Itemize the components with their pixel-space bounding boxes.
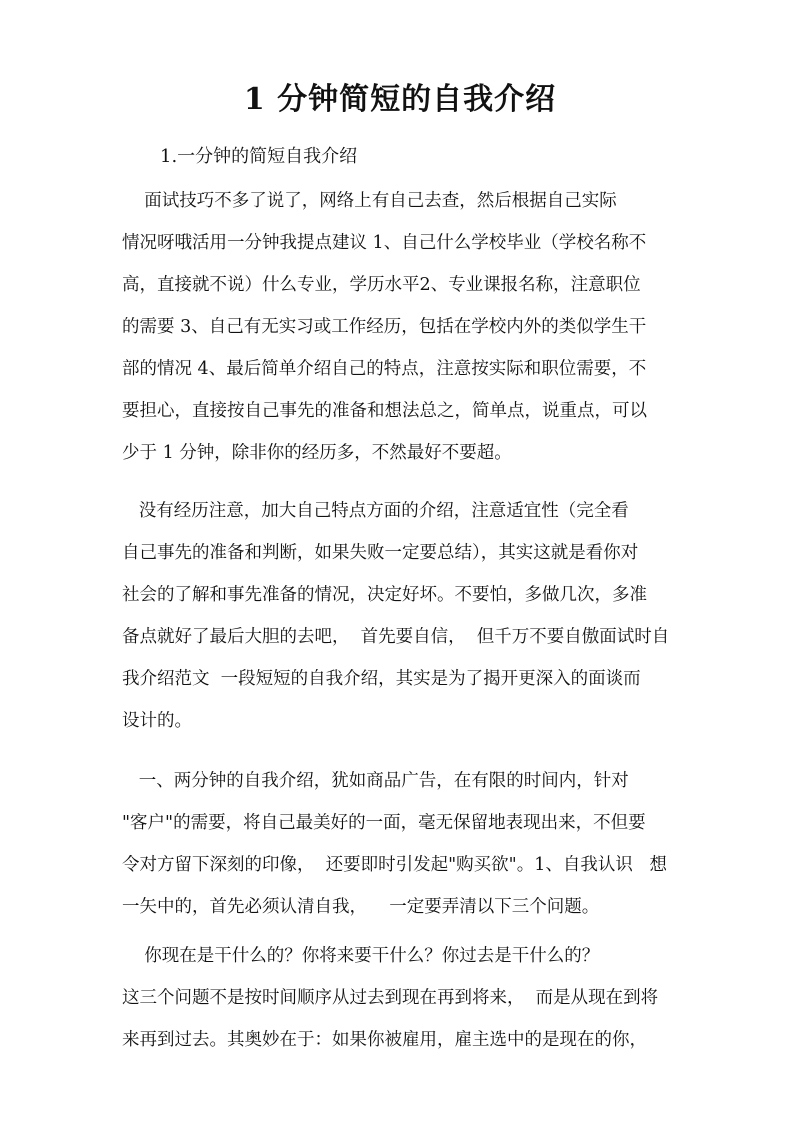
paragraph-4: 你现在是干什么的？你将来要干什么？你过去是干什么的？ 这三个问题不是按时间顺序从过去到现在再到将来， 而是从现在到将 来再到过去。其奥妙在于：如果你被雇用，雇主选中的是现在的你， (122, 946, 659, 1050)
section-heading: 1.一分钟的简短自我介绍 (160, 146, 358, 167)
paragraph-1: 面试技巧不多了说了，网络上有自己去查，然后根据自己实际 情况呀哦活用一分钟我提点建议 1、自己什么学校毕业（学校名称不 高，直接就不说）什么专业，学历水平2、专业课报名称，注意职位 的需要 3、自己有无实习或工作经历，包括在学校内外的类似学生干 部的情况 4、最后简单介绍自己的特点，注意按实际和职位需要，不 要担心，直接按自己事先的准备和想法总之，简单点，说重点，可以 少于 1 分钟，除非你的经历多，不然最好不要超。 (122, 191, 647, 463)
paragraph-2: 没有经历注意，加大自己特点方面的介绍，注意适宜性（完全看 自己事先的准备和判断，如果失败一定要总结），其实这就是看你对 社会的了解和事先准备的情况，决定好坏。不要怕，多做几次，多准 备点就好了最后大胆的去吧， 首先要自信， 但千万不要自傲面试时自 我介绍范文 一段短短的自我介绍，其实是为了揭开更深入的面谈而 设计的。 (122, 501, 670, 731)
paragraph-3: 一、两分钟的自我介绍，犹如商品广告，在有限的时间内，针对 "客户"的需要，将自己最美好的一面，毫无保留地表现出来，不但要 令对方留下深刻的印像， 还要即时引发起"购买欲"。1、自我认识 想 一矢中的，首先必须认清自我， 一定要弄清以下三个问题。 (122, 771, 668, 917)
document-title: 1 分钟简短的自我介绍 (243, 82, 557, 117)
